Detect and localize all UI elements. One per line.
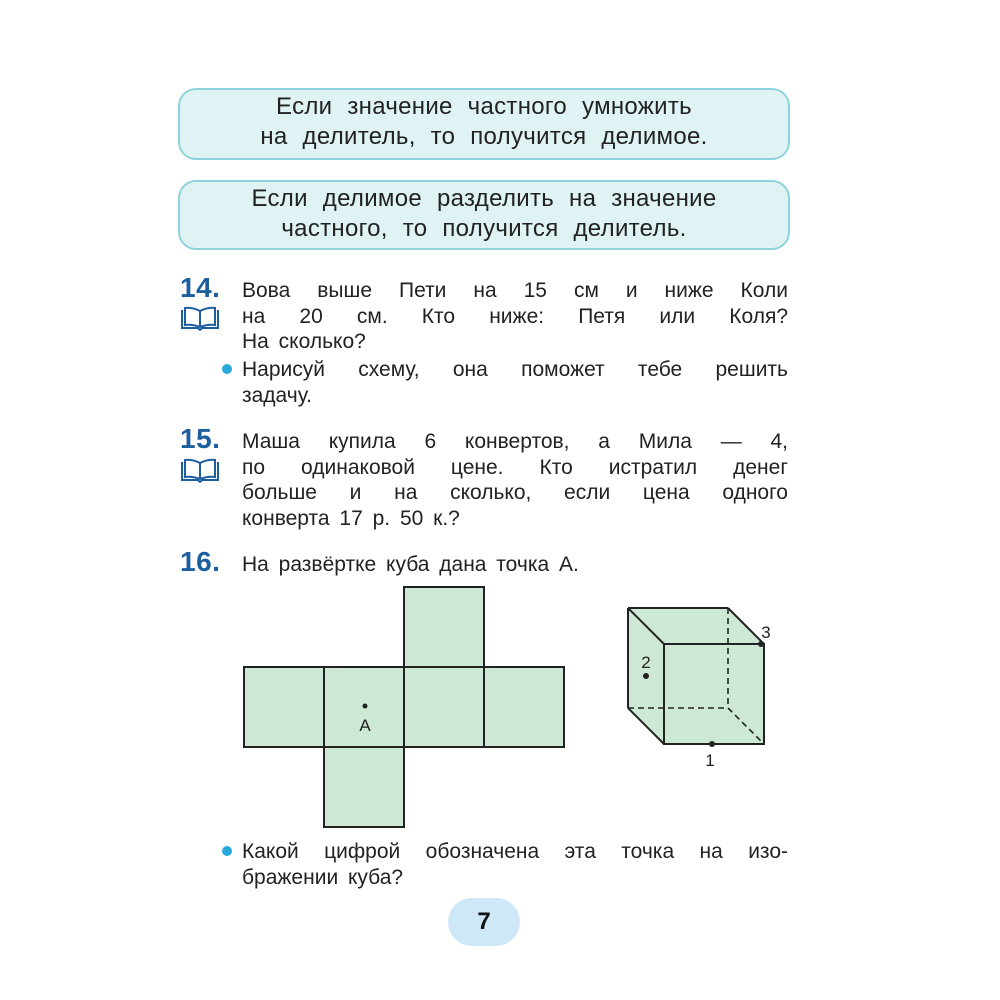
rule-2-line-1: Если делимое разделить на значение [251,185,717,212]
task-14-text [242,278,788,355]
net-face-3 [404,667,484,747]
net-face-bottom [324,747,404,827]
task-16-question [242,839,788,890]
task-15-line-2: по одинаковой цене. Кто истратил денег [242,455,788,479]
bullet-dot-icon [222,364,232,374]
net-face-1 [244,667,324,747]
net-face-top [404,587,484,667]
net-label-a: А [359,716,371,735]
task-16-line-1: На развёртке куба дана точка А. [242,553,579,576]
rule-box-2 [178,180,790,250]
task-14-hint-line-1: Нарисуй схему, она поможет тебе решить [242,358,788,381]
rule-2-line-2: частного, то получится делитель. [281,215,687,242]
task-15-line-1: Маша купила 6 конвертов, а Мила — 4, [242,430,788,453]
task-15-number: 15. [180,423,221,454]
open-book-icon [180,458,220,484]
task-16-text [242,552,788,578]
rule-box-1 [178,88,790,160]
rule-1-line-2: на делитель, то получится делимое. [260,123,708,150]
task-14-line-3: На сколько? [242,330,366,353]
cube-point-1 [709,741,715,747]
task-15-line-3: больше и на сколько, если цена одного [242,481,788,504]
cube-net-figure [240,584,570,830]
net-point-a [363,704,368,709]
task-15-line-4: конверта 17 р. 50 к.? [242,506,460,530]
task-16-question-line-2: бражении куба? [242,865,404,889]
cube-label-1: 1 [705,751,715,770]
task-16-number: 16. [180,546,221,577]
bullet-dot-icon [222,846,232,856]
cube-label-2: 2 [641,653,651,672]
open-book-icon [180,306,220,332]
cube-label-3: 3 [761,623,771,642]
cube-point-2 [643,673,649,679]
task-15-text [242,429,788,531]
task-14-line-2: на 20 см. Кто ниже: Петя или Коля? [242,304,788,328]
task-14-hint-line-2: задачу. [242,383,312,407]
task-14-hint [242,357,788,408]
cube-figure [600,596,800,776]
page-number: 7 [477,908,491,935]
net-face-4 [484,667,564,747]
rule-1-line-1: Если значение частного умножить [276,93,692,120]
task-14-line-1: Вова выше Пети на 15 см и ниже Коли [242,279,788,302]
task-14-number: 14. [180,272,221,303]
task-16-question-line-1: Какой цифрой обозначена эта точка на изо- [242,840,788,863]
